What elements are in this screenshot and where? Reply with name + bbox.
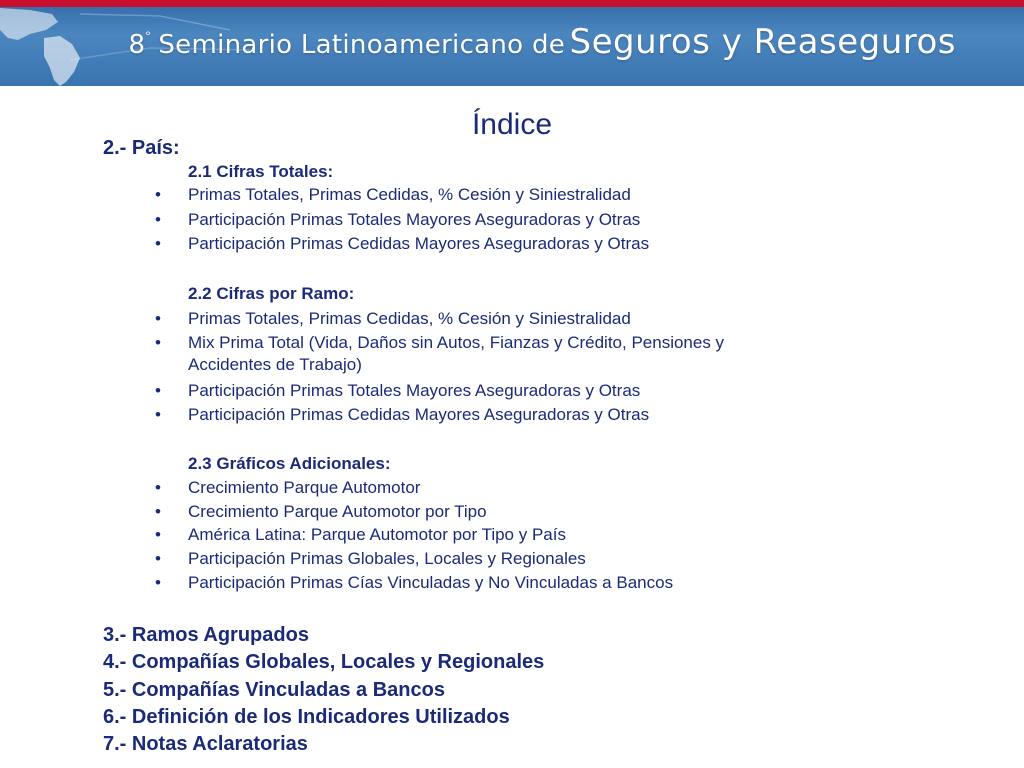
banner-title xyxy=(128,22,956,62)
list-item-text-continued: Accidentes de Trabajo) xyxy=(188,355,362,374)
list-item-text: Participación Primas Cedidas Mayores Aseguradoras y Otras xyxy=(188,405,650,424)
list-item-text: América Latina: Parque Automotor por Tipo y País xyxy=(188,525,566,544)
bullet-icon: • xyxy=(155,234,161,253)
list-item-text: Participación Primas Cías Vinculadas y No Vinculadas a Bancos xyxy=(188,573,674,592)
section-heading-vinculadas: 5.- Compañías Vinculadas a Bancos xyxy=(103,679,445,701)
bullet-icon: • xyxy=(155,405,161,424)
list-item-text: Participación Primas Totales Mayores Aseguradoras y Otras xyxy=(188,381,641,400)
banner-ordinal: 8 xyxy=(128,30,146,60)
list-item-text: Participación Primas Totales Mayores Aseguradoras y Otras xyxy=(188,210,641,229)
section-heading-pais: 2.- País: xyxy=(103,137,180,159)
banner-title-small: Seminario Latinoamericano de xyxy=(158,30,566,60)
bullet-icon: • xyxy=(155,525,161,544)
list-item-text: Participación Primas Cedidas Mayores Aseguradoras y Otras xyxy=(188,234,650,253)
list-item-text: Crecimiento Parque Automotor por Tipo xyxy=(188,502,487,521)
banner-title-big: Seguros y Reaseguros xyxy=(569,22,956,62)
bullet-icon: • xyxy=(155,333,161,352)
subsection-heading-2-2: 2.2 Cifras por Ramo: xyxy=(188,284,355,303)
bullet-icon: • xyxy=(155,549,161,568)
section-heading-companias: 4.- Compañías Globales, Locales y Regionales xyxy=(103,651,545,673)
section-heading-ramos: 3.- Ramos Agrupados xyxy=(103,624,309,646)
list-item-text: Crecimiento Parque Automotor xyxy=(188,478,421,497)
bullet-icon: • xyxy=(155,478,161,497)
bullet-icon: • xyxy=(155,573,161,592)
bullet-icon: • xyxy=(155,309,161,328)
section-heading-definicion: 6.- Definición de los Indicadores Utilizados xyxy=(103,706,510,728)
bullet-icon: • xyxy=(155,502,161,521)
bullet-icon: • xyxy=(155,381,161,400)
subsection-heading-2-1: 2.1 Cifras Totales: xyxy=(188,162,334,181)
list-item-text: Mix Prima Total (Vida, Daños sin Autos, Fianzas y Crédito, Pensiones y xyxy=(188,333,725,352)
list-item-text: Primas Totales, Primas Cedidas, % Cesión y Siniestralidad xyxy=(188,185,631,204)
bullet-icon: • xyxy=(155,185,161,204)
subsection-heading-2-3: 2.3 Gráficos Adicionales: xyxy=(188,454,391,473)
page-title: Índice xyxy=(471,108,553,141)
bullet-icon: • xyxy=(155,210,161,229)
banner-ordinal-sup: ° xyxy=(145,28,151,44)
header-banner xyxy=(0,0,1024,86)
list-item-text: Primas Totales, Primas Cedidas, % Cesión y Siniestralidad xyxy=(188,309,631,328)
section-heading-notas: 7.- Notas Aclaratorias xyxy=(103,733,308,755)
list-item-text: Participación Primas Globales, Locales y Regionales xyxy=(188,549,586,568)
